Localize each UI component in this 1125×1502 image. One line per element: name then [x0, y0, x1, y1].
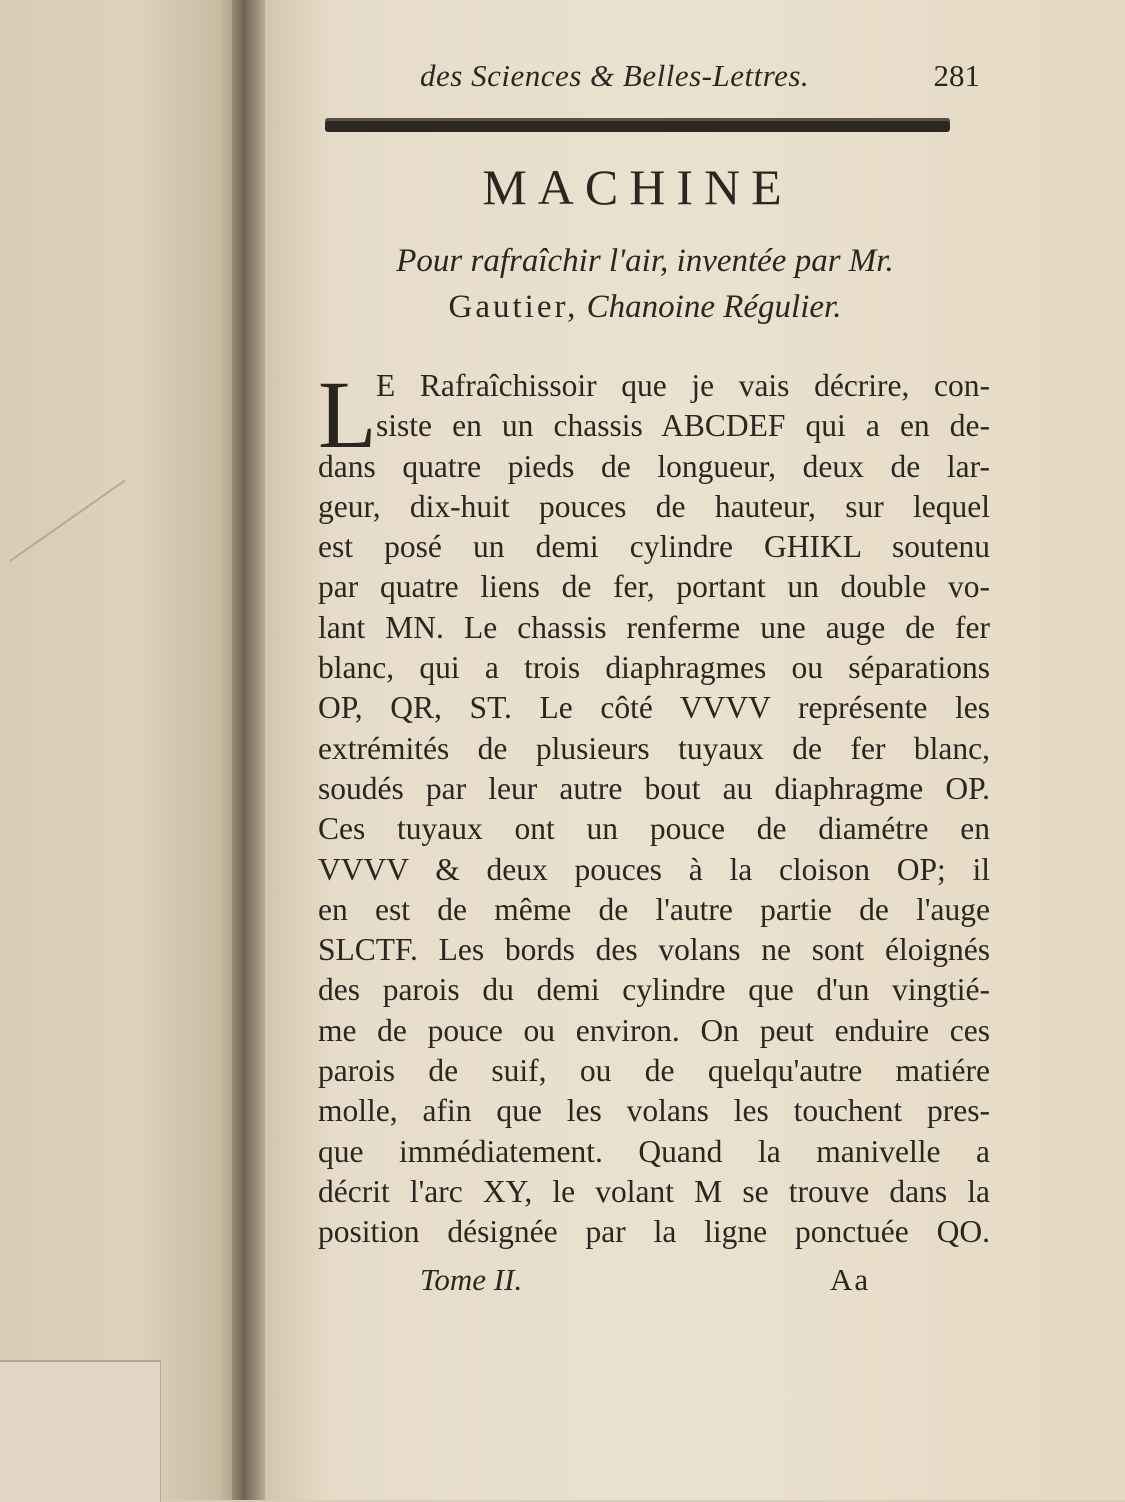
running-head — [420, 58, 980, 98]
body-line: VVVV & deux pouces à la cloison OP; il — [318, 851, 990, 887]
body-line: siste en un chassis ABCDEF qui a en de- — [376, 408, 990, 444]
body-line: extrémités de plusieurs tuyaux de fer blanc, — [318, 730, 990, 766]
page-title: MACHINE — [482, 159, 793, 215]
body-text — [318, 361, 990, 1253]
left-page-flap — [0, 1360, 161, 1502]
body-line: en est de même de l'autre partie de l'auge — [318, 891, 990, 927]
body-line: position désignée par la ligne ponctuée QO. — [318, 1214, 990, 1250]
left-page — [0, 0, 250, 1500]
catchword: Aa — [830, 1262, 871, 1297]
body-line: parois de suif, ou de quelqu'autre matiére — [318, 1053, 990, 1089]
body-line: lant MN. Le chassis renferme une auge de fer — [318, 609, 990, 645]
subtitle-line-1: Pour rafraîchir l'air, inventée par Mr. — [396, 243, 894, 279]
subtitle — [305, 238, 985, 330]
subtitle-line-2 — [305, 284, 985, 330]
header-rule — [325, 118, 950, 132]
body-line: blanc, qui a trois diaphragmes ou séparations — [318, 650, 990, 686]
body-line: des parois du demi cylindre que d'un vingtié- — [318, 972, 990, 1008]
body-line: que immédiatement. Quand la manivelle a — [318, 1133, 990, 1169]
body-line: geur, dix-huit pouces de hauteur, sur lequel — [318, 488, 990, 524]
body-line: soudés par leur autre bout au diaphragme OP. — [318, 770, 990, 806]
signature-mark: Tome II. — [420, 1262, 523, 1297]
subtitle-author: Gautier, — [448, 289, 579, 325]
body-line: par quatre liens de fer, portant un double vo- — [318, 569, 990, 605]
body-line: SLCTF. Les bords des volans ne sont éloignés — [318, 932, 990, 968]
page-number: 281 — [933, 58, 980, 93]
body-line: E Rafraîchissoir que je vais décrire, con- — [376, 368, 990, 403]
body-line: est posé un demi cylindre GHIKL soutenu — [318, 529, 990, 565]
body-line: décrit l'arc XY, le volant M se trouve dans la — [318, 1173, 990, 1209]
running-head-title: des Sciences & Belles-Lettres. — [420, 58, 810, 93]
body-line: OP, QR, ST. Le côté VVVV représente les — [318, 690, 990, 726]
body-line: me de pouce ou environ. On peut enduire ces — [318, 1012, 990, 1048]
subtitle-author-title: Chanoine Régulier. — [586, 289, 842, 325]
body-line: dans quatre pieds de longueur, deux de lar- — [318, 448, 990, 484]
body-line: Ces tuyaux ont un pouce de diamétre en — [318, 811, 990, 847]
drop-cap: L — [318, 361, 377, 468]
body-line: molle, afin que les volans les touchent pres- — [318, 1093, 990, 1129]
